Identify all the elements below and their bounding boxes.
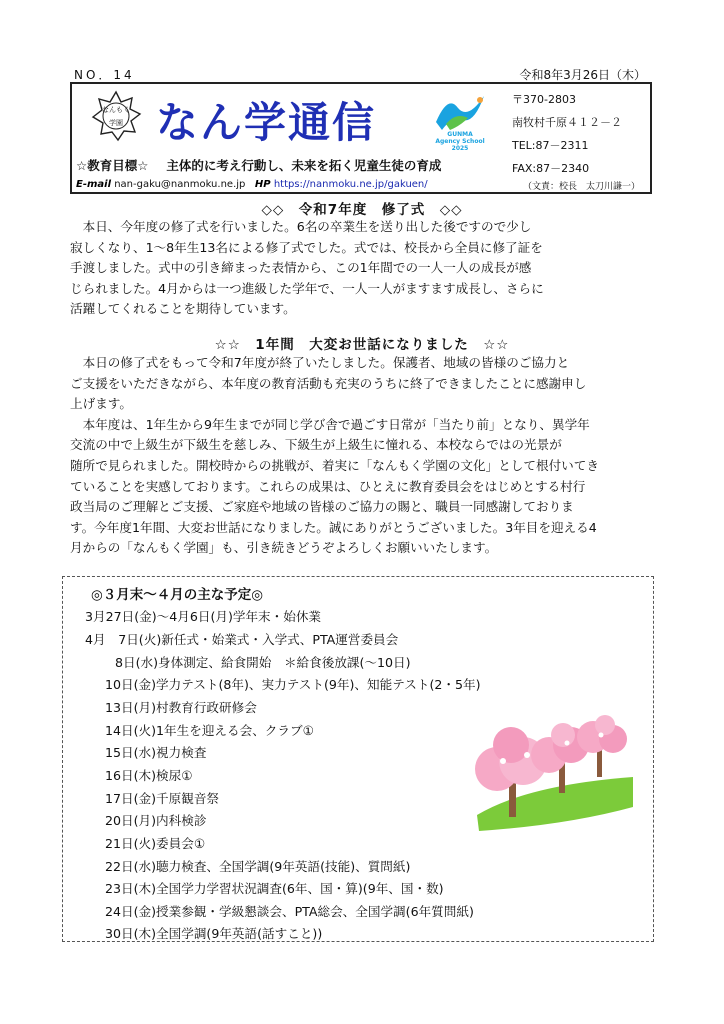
section2-line: す。今年度1年間、大変お世話になりました。誠にありがとうございました。3年目を迎える4 (70, 519, 597, 535)
issue-date: 令和8年3月26日（木） (519, 68, 646, 82)
section1-line: 寂しくなり、1～8年生13名による修了式でした。式では、校長から全員に修了証を (70, 239, 543, 255)
schedule-row: 22日(水)聴力検査、全国学調(9年英語(技能)、質問紙) (105, 859, 411, 874)
emblem-text-top: なんもく (102, 106, 130, 114)
agency-school: Agency School (435, 138, 485, 145)
section2-line: 交流の中で上級生が下級生を慈しみ、下級生が上級生に憧れる、本校ならではの光景が (70, 437, 562, 453)
section1-heading: ◇◇ 令和7年度 修了式 ◇◇ (261, 202, 463, 218)
email-address[interactable]: nan-gaku@nanmoku.ne.jp (114, 179, 246, 190)
schedule-row: 20日(月)内科検診 (105, 813, 207, 828)
section2-line: 月からの「なんもく学園」も、引き続きどうぞよろしくお願いいたします。 (70, 540, 498, 556)
schedule-title: ◎３月末～４月の主な予定◎ (91, 587, 264, 603)
writer-credit: （文責：校長 太刀川謙一） (522, 182, 640, 192)
schedule-row: 13日(月)村教育行政研修会 (105, 700, 257, 715)
section1-line: 活躍してくれることを期待しています。 (70, 301, 296, 317)
masthead (70, 82, 652, 194)
schedule-row: 17日(金)千原観音祭 (105, 791, 220, 806)
street-address: 南牧村千原４１２－２ (512, 116, 622, 129)
schedule-row: 23日(木)全国学力学習状況調査(6年、国・算)(9年、国・数) (105, 881, 444, 896)
issue-header (70, 66, 652, 80)
cherry-blossom-illustration (467, 715, 637, 835)
schedule-row: 24日(金)授業参観・学級懇談会、PTA総会、全国学調(6年質問紙) (105, 904, 474, 919)
agency-gunma: GUNMA (447, 131, 473, 138)
section2-body (70, 353, 656, 559)
emblem-text-bottom: 学園 (109, 119, 123, 127)
education-goal (76, 156, 441, 174)
motto-text: 主体的に考え行動し、未来を拓く児童生徒の育成 (166, 158, 442, 173)
schedule-row: 4月 7日(火)新任式・始業式・入学式、PTA運営委員会 (85, 632, 399, 647)
section2-line: 本年度は、1年生から9年生までが同じ学び舎で過ごす日常が「当たり前」となり、異学年 (82, 416, 590, 432)
schedule-row: 10日(金)学力テスト(8年)、実力テスト(9年)、知能テスト(2・5年) (105, 677, 481, 692)
section2-line: ていることを実感しております。これらの成果は、ひとえに教育委員会をはじめとする村行 (70, 478, 586, 494)
email-label: E-mail (76, 179, 112, 190)
motto-label: ☆教育目標☆ (76, 158, 149, 173)
issue-number: NO．14 (74, 68, 135, 82)
schedule-row: 8日(水)身体測定、給食開始 ＊給食後放課(～10日) (115, 655, 411, 670)
agency-year: 2025 (451, 145, 469, 152)
section2-line: 政当局のご理解とご支援、ご家庭や地域の皆様のご協力の賜と、職員一同感謝しておりま (70, 499, 574, 515)
section1-line: 本日、今年度の修了式を行いました。6名の卒業生を送り出した後ですので少し (82, 219, 532, 234)
schedule-row: 21日(火)委員会① (105, 836, 206, 851)
schedule-row: 14日(火)1年生を迎える会、クラブ① (105, 723, 314, 738)
schedule-row: 30日(木)全国学調(9年英語(話すこと)) (105, 926, 323, 941)
schedule-row: 15日(水)視力検査 (105, 745, 207, 760)
postal-code: 〒370-2803 (512, 93, 576, 106)
contact-line (76, 179, 428, 190)
tel-number: TEL:87－2311 (512, 139, 589, 152)
newsletter-title: なん学通信 (156, 98, 377, 147)
schedule-row: 3月27日(金)～4月6日(月)学年末・始休業 (85, 609, 322, 624)
schedule-box (62, 576, 654, 942)
section1-line: 手渡しました。式中の引き締まった表情から、この1年間での一人一人の成長が感 (70, 260, 532, 276)
section1-line: じられました。4月からは一つ進級した学年で、一人一人がますます成長し、さらに (70, 280, 544, 296)
homepage-link[interactable]: https://nanmoku.ne.jp/gakuen/ (273, 179, 428, 190)
section2-line: 随所で見られました。開校時からの挑戦が、着実に「なんもく学園の文化」として根付いてき (70, 457, 599, 473)
section1-body (70, 217, 656, 320)
section2-line: 本日の修了式をもって令和7年度が終了いたしました。保護者、地域の皆様のご協力と (82, 355, 570, 370)
section2-heading: ☆☆ 1年間 大変お世話になりました ☆☆ (214, 337, 510, 353)
hp-label: HP (254, 179, 271, 190)
section2-line: 上げます。 (70, 396, 132, 412)
fax-number: FAX:87－2340 (512, 162, 590, 175)
agency-school-logo-icon (428, 90, 492, 152)
school-address (512, 88, 622, 180)
section2-line: ご支援をいただきながら、本年度の教育活動も充実のうちに終了できましたことに感謝申し (70, 375, 587, 391)
school-emblem-icon (90, 90, 142, 142)
schedule-row: 16日(木)検尿① (105, 768, 193, 783)
